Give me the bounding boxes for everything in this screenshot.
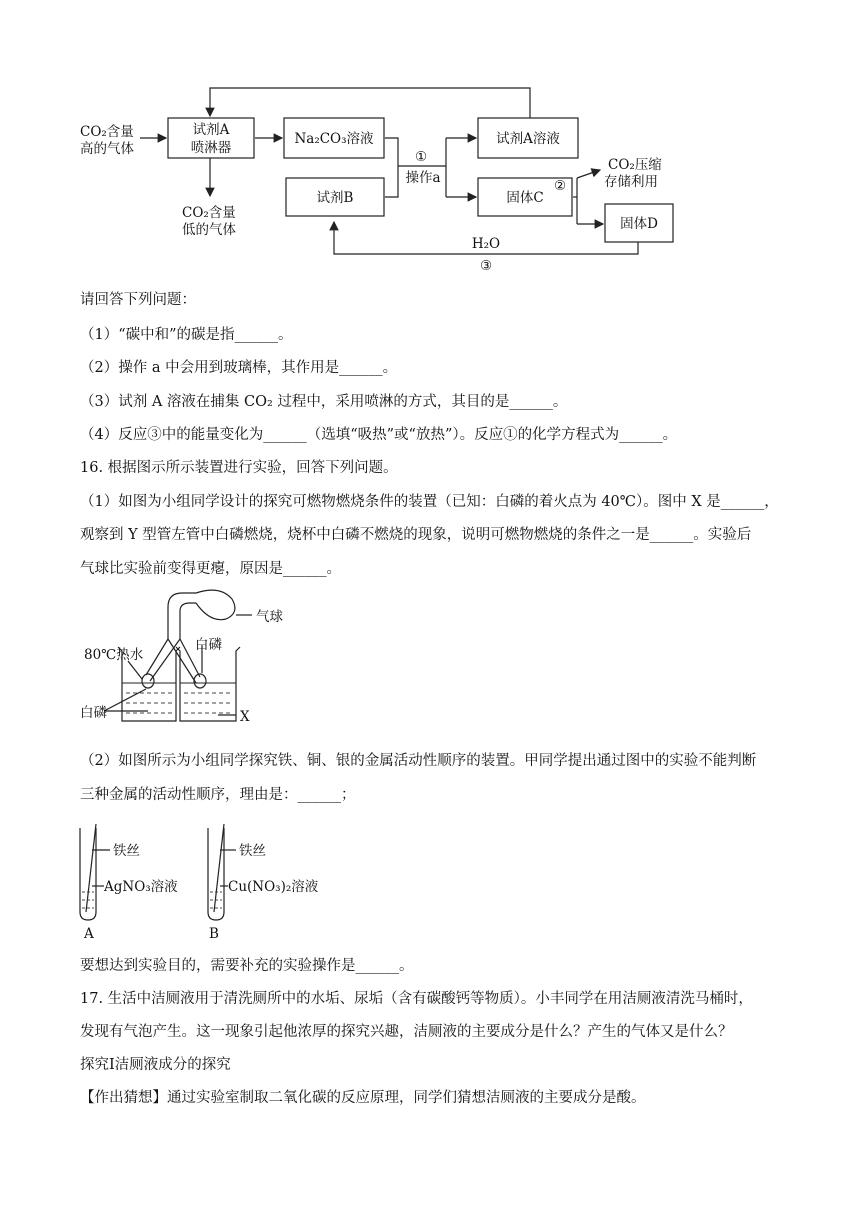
question-4: （4）反应③中的能量变化为______（选填“吸热”或“放热”）。反应①的化学方程式为______。: [80, 427, 678, 443]
problem-16-2-line-2: 三种金属的活动性顺序，理由是：______；: [80, 787, 356, 803]
problem-16-1-line-3: 气球比实验前变得更瘪，原因是______。: [80, 561, 341, 577]
step-2-label: ②: [553, 178, 567, 194]
solid-d-label: 固体D: [620, 216, 658, 232]
problem-16-2-line-3: 要想达到实验目的，需要补充的实验操作是______。: [80, 958, 414, 974]
problem-16-1-line-2: 观察到 Y 型管左管中白磷燃烧，烧杯中白磷不燃烧的现象，说明可燃物燃烧的条件之一是______。实验后: [80, 527, 752, 543]
metal-activity-figure: [0, 820, 860, 945]
outlet-label-1: CO₂含量: [182, 205, 236, 221]
x-label: X: [240, 709, 250, 725]
balloon-shape: [196, 590, 235, 620]
white-phosphorus-left-label: 白磷: [80, 705, 107, 721]
inlet-label-1: CO₂含量: [80, 124, 134, 140]
tube-a-label: A: [84, 926, 94, 942]
sprayer-label-1: 试剂A: [192, 122, 230, 138]
solution-b-label: Cu(NO₃)₂溶液: [228, 879, 319, 895]
sprayer-label-2: 喷淋器: [190, 140, 232, 156]
problem-16-1-line-1: （1）如图为小组同学设计的探究可燃物燃烧条件的装置（已知：白磷的着火点为 40℃）。图中 X 是______，: [80, 494, 779, 510]
tube-b-label: B: [209, 926, 219, 942]
problem-16-stem: 16. 根据图示所示装置进行实验，回答下列问题。: [80, 460, 398, 476]
wire-b-label: 铁丝: [239, 843, 266, 859]
problem-17-line-1: 17. 生活中洁厕液用于清洗厕所中的水垢、尿垢（含有碳酸钙等物质）。小丰同学在用洁厕液清洗马桶时，: [80, 991, 753, 1007]
balloon-label: 气球: [256, 609, 283, 625]
operation-a-label: 操作a: [405, 170, 441, 186]
solid-c-label: 固体C: [506, 190, 544, 206]
reagent-b-label: 试剂B: [316, 190, 354, 206]
reagent-a-solution-label: 试剂A溶液: [496, 131, 560, 147]
step-3-label: ③: [479, 258, 493, 274]
inlet-label-2: 高的气体: [80, 141, 134, 157]
water-label: H₂O: [471, 236, 501, 252]
problem-17-section-title: 探究Ⅰ洁厕液成分的探究: [80, 1057, 231, 1073]
right-beaker: [176, 647, 240, 721]
step-1-label: ①: [414, 149, 428, 165]
problem-17-hypothesis: 【作出猜想】通过实验室制取二氧化碳的反应原理，同学们猜想洁厕液的主要成分是酸。: [80, 1090, 646, 1106]
problem-17-line-2: 发现有气泡产生。这一现象引起他浓厚的探究兴趣，洁厕液的主要成分是什么？产生的气体又是什么？: [80, 1024, 733, 1040]
co2-storage-label-1: CO₂压缩: [608, 157, 662, 173]
question-3: （3）试剂 A 溶液在捕集 CO₂ 过程中，采用喷淋的方式，其目的是______。: [80, 394, 568, 410]
combustion-apparatus-figure: [0, 585, 860, 730]
solution-a-label: AgNO₃溶液: [104, 879, 178, 895]
wire-a-label: 铁丝: [113, 843, 140, 859]
co2-storage-label-2: 存储利用: [604, 174, 658, 190]
outlet-label-2: 低的气体: [182, 222, 236, 238]
question-1: （1）“碳中和”的碳是指______。: [80, 327, 293, 343]
problem-16-2-line-1: （2）如图所示为小组同学探究铁、铜、银的金属活动性顺序的装置。甲同学提出通过图中的实验不能判断: [80, 753, 757, 769]
hot-water-label: 80℃热水: [84, 647, 144, 663]
prompt-text: 请回答下列问题：: [80, 292, 196, 308]
flow-chart: [0, 0, 860, 280]
na2co3-label: Na₂CO₃溶液: [294, 131, 374, 147]
question-2: （2）操作 a 中会用到玻璃棒，其作用是______。: [80, 360, 398, 376]
white-phosphorus-top-label: 白磷: [195, 637, 222, 653]
